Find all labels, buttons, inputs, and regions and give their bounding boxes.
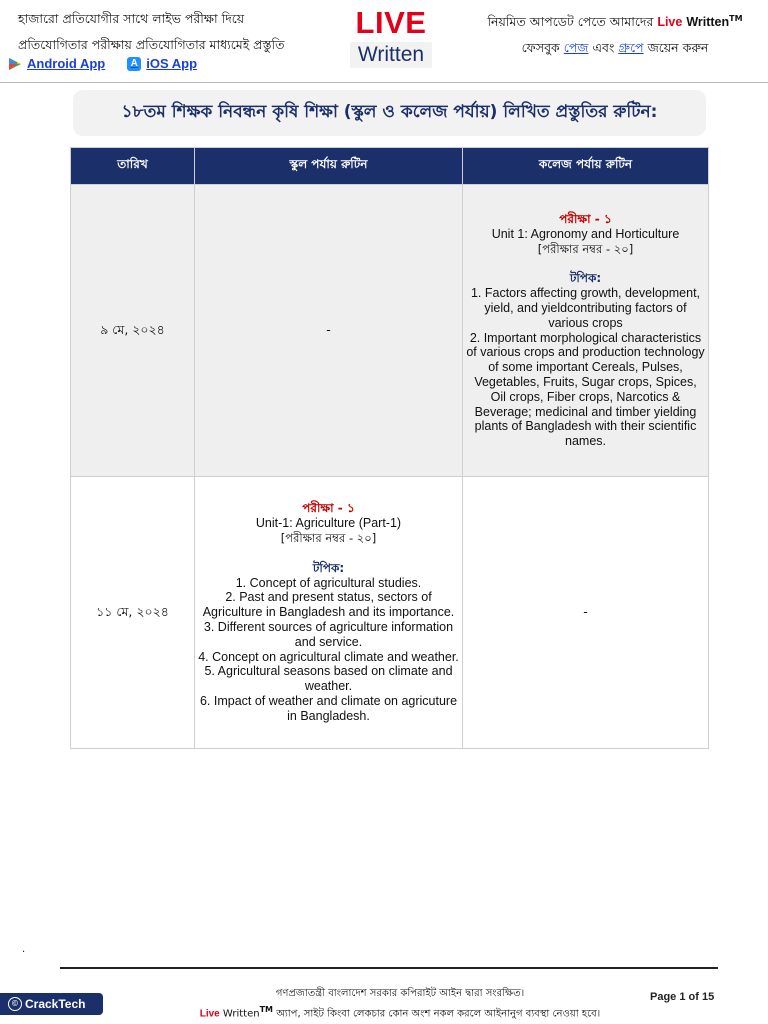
join-post: জয়েন করুন bbox=[643, 40, 709, 56]
table-row bbox=[71, 185, 709, 477]
topic-item: 6. Impact of weather and climate on agricuture in Bangladesh. bbox=[199, 693, 458, 723]
google-play-icon bbox=[8, 57, 22, 71]
copyright-warning: অ্যাপ, সাইট কিংবা লেকচার কোন অংশ নকল করলে আইনানুগ ব্যবস্থা নেওয়া হবে। bbox=[273, 1008, 601, 1020]
topic-label: টপিক: bbox=[312, 560, 345, 575]
unit-title: Unit-1: Agriculture (Part-1) bbox=[255, 516, 402, 531]
copyright-line-2 bbox=[160, 1002, 640, 1022]
topic-item: 1. Factors affecting growth, development, yield, and yieldcontributing factors of various crops bbox=[470, 286, 701, 330]
topic-item: 5. Agricultural seasons based on climate and weather. bbox=[204, 664, 453, 694]
unit-title: Unit 1: Agronomy and Horticulture bbox=[491, 226, 680, 241]
brand-written: Written bbox=[686, 15, 730, 30]
android-app-link[interactable] bbox=[8, 56, 105, 71]
exam-block bbox=[463, 212, 708, 449]
page-header bbox=[0, 0, 768, 82]
live-written-logo bbox=[350, 6, 432, 74]
copyright-line-1: গণপ্রজাতন্ত্রী বাংলাদেশ সরকার কপিরাইট আইন দ্বারা সংরক্ষিত। bbox=[275, 988, 525, 999]
copyright-icon: © bbox=[8, 997, 22, 1011]
page-mark: . bbox=[22, 944, 26, 955]
header-update-line bbox=[470, 10, 760, 31]
page-current: 1 bbox=[679, 991, 686, 1003]
footer-brand-written: Written bbox=[219, 1008, 260, 1020]
exam-marks: [পরীক্ষার নম্বর - ২০] bbox=[280, 531, 377, 546]
topic-item: 4. Concept on agricultural climate and weather. bbox=[198, 649, 459, 664]
join-mid: এবং bbox=[588, 40, 619, 56]
app-links bbox=[8, 56, 197, 71]
topic-item: 2. Past and present status, sectors of Agriculture in Bangladesh and its importance. bbox=[202, 590, 455, 620]
table-header-row bbox=[71, 148, 709, 185]
logo-live-text: LIVE bbox=[355, 5, 427, 40]
page-total: 15 bbox=[701, 991, 715, 1003]
header-divider bbox=[0, 82, 768, 83]
topic-item: 3. Different sources of agriculture information and service. bbox=[203, 620, 454, 649]
app-store-icon: A bbox=[127, 57, 141, 71]
brand-tm: TM bbox=[729, 14, 743, 23]
footer-brand-tm: TM bbox=[259, 1005, 274, 1014]
college-cell bbox=[463, 185, 709, 477]
footer-brand-live: Live bbox=[199, 1008, 220, 1020]
facebook-group-link[interactable]: গ্রুপে bbox=[618, 40, 644, 56]
school-cell: - bbox=[195, 185, 463, 477]
page-number bbox=[650, 991, 714, 1003]
header-left bbox=[18, 10, 338, 54]
date-cell: ১১ মে, ২০২৪ bbox=[71, 477, 195, 749]
topic-item: 2. Important morphological characteristics of various crops and production technology of some important Cereals, Pulses, Vegetables, Fruits, Sugar crops, Spices, Oil crops, Fiber crops, Narcotics & Beverage; medicinal and timber yielding plants of Bangladesh with their scientific names. bbox=[466, 330, 705, 449]
exam-label: পরীক্ষা - ১ bbox=[302, 501, 355, 516]
spacer bbox=[465, 256, 706, 271]
header-college: কলেজ পর্যায় রুটিন bbox=[463, 148, 709, 185]
table-row bbox=[71, 477, 709, 749]
topic-label: টপিক: bbox=[569, 271, 602, 286]
update-text: নিয়মিত আপডেট পেতে আমাদের bbox=[487, 14, 658, 30]
footer-divider bbox=[60, 967, 718, 969]
spacer bbox=[197, 546, 460, 561]
cracktech-label: CrackTech bbox=[25, 997, 86, 1011]
topic-item: 1. Concept of agricultural studies. bbox=[235, 575, 422, 590]
exam-block bbox=[195, 501, 462, 723]
exam-label: পরীক্ষা - ১ bbox=[559, 212, 612, 227]
exam-marks: [পরীক্ষার নম্বর - ২০] bbox=[537, 241, 634, 256]
page-title: ১৮তম শিক্ষক নিবন্ধন কৃষি শিক্ষা (স্কুল ও কলেজ পর্যায়) লিখিত প্রস্তুতির রুটিন: bbox=[121, 102, 658, 122]
page-label: Page bbox=[650, 991, 680, 1003]
header-tagline-1: হাজারো প্রতিযোগীর সাথে লাইভ পরীক্ষা দিয়ে bbox=[18, 11, 245, 26]
facebook-page-link[interactable]: পেজ bbox=[563, 40, 589, 56]
ios-app-link[interactable] bbox=[127, 56, 197, 71]
header-school: স্কুল পর্যায় রুটিন bbox=[195, 148, 463, 185]
school-cell bbox=[195, 477, 463, 749]
date-cell: ৯ মে, ২০২৪ bbox=[71, 185, 195, 477]
join-pre: ফেসবুক bbox=[521, 40, 564, 56]
ios-app-label: iOS App bbox=[146, 56, 198, 71]
cracktech-badge bbox=[0, 993, 103, 1015]
page-of: of bbox=[685, 991, 702, 1003]
college-cell: - bbox=[463, 477, 709, 749]
header-right bbox=[470, 10, 760, 57]
title-banner bbox=[73, 90, 706, 136]
routine-table bbox=[70, 147, 709, 749]
header-tagline-2: প্রতিযোগিতার পরীক্ষায় প্রতিযোগিতার মাধ্যমেই প্রস্তুতি bbox=[18, 37, 285, 52]
brand-live: Live bbox=[657, 15, 683, 30]
copyright-notice bbox=[160, 986, 640, 1022]
header-date: তারিখ bbox=[71, 148, 195, 185]
logo-written-text: Written bbox=[350, 42, 432, 68]
header-join-line bbox=[470, 39, 760, 57]
android-app-label: Android App bbox=[27, 56, 106, 71]
